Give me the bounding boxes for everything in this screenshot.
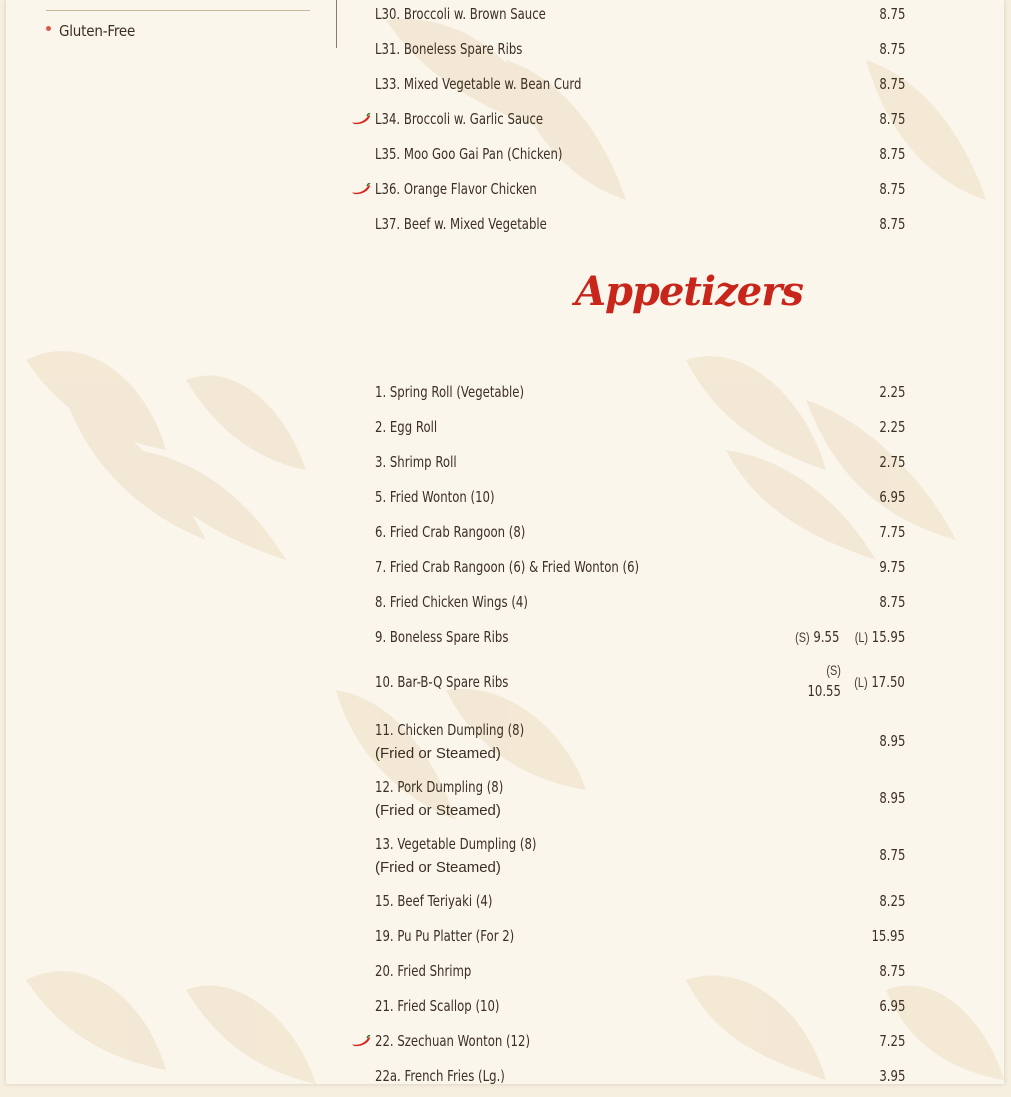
- item-name: 5. Fried Wonton (10): [375, 488, 495, 506]
- item-price: 8.75: [878, 215, 905, 233]
- price-small: 9.55: [813, 628, 840, 646]
- chili-pepper-icon: [351, 183, 371, 195]
- item-price: 6.95: [878, 997, 905, 1015]
- menu-item: [375, 623, 905, 658]
- size-label-large: (L): [854, 629, 868, 645]
- item-name: L30. Broccoli w. Brown Sauce: [375, 5, 546, 23]
- price-small: 10.55: [807, 682, 841, 700]
- menu-item: [375, 483, 905, 518]
- item-price: 2.25: [878, 383, 905, 401]
- item-price: 8.95: [878, 789, 905, 807]
- item-name: 9. Boneless Spare Ribs: [375, 628, 509, 646]
- menu-item: [375, 716, 905, 773]
- menu-item: [375, 518, 905, 553]
- sidebar-item-gluten-free[interactable]: [46, 20, 310, 44]
- item-note: (Fried or Steamed): [375, 802, 501, 819]
- menu-item: [375, 1027, 905, 1062]
- item-price-options: [795, 628, 905, 646]
- item-price: 2.75: [878, 453, 905, 471]
- menu-item: [375, 830, 905, 887]
- item-name: L33. Mixed Vegetable w. Bean Curd: [375, 75, 582, 93]
- menu-item: [375, 553, 905, 588]
- menu-item: [375, 70, 905, 105]
- item-name: 11. Chicken Dumpling (8): [375, 721, 525, 739]
- section-title-appetizers: Appetizers: [575, 268, 803, 315]
- size-label-large: (L): [854, 674, 868, 690]
- price-large: 17.50: [871, 673, 905, 691]
- item-price: 15.95: [871, 927, 905, 945]
- item-name: 2. Egg Roll: [375, 418, 438, 436]
- size-label-small: (S): [826, 662, 841, 678]
- item-price: 8.75: [878, 145, 905, 163]
- menu-item: [375, 887, 905, 922]
- item-price: 8.75: [878, 75, 905, 93]
- item-name: 21. Fried Scallop (10): [375, 997, 500, 1015]
- chili-pepper-icon: [351, 1035, 371, 1047]
- menu-item: [375, 140, 905, 175]
- item-price: 8.75: [878, 846, 905, 864]
- bullet-icon: [46, 26, 51, 31]
- item-name: 1. Spring Roll (Vegetable): [375, 383, 525, 401]
- price-large-block: [854, 673, 905, 691]
- item-price: 8.25: [878, 892, 905, 910]
- item-price: 7.75: [878, 523, 905, 541]
- item-price: 8.75: [878, 180, 905, 198]
- menu-item: [375, 588, 905, 623]
- item-name: 19. Pu Pu Platter (For 2): [375, 927, 515, 945]
- menu-item: [375, 35, 905, 70]
- item-name: L35. Moo Goo Gai Pan (Chicken): [375, 145, 563, 163]
- menu-item: [375, 105, 905, 140]
- item-name: L34. Broccoli w. Garlic Sauce: [375, 110, 544, 128]
- item-name: 22. Szechuan Wonton (12): [375, 1032, 531, 1050]
- item-name: 8. Fried Chicken Wings (4): [375, 593, 528, 611]
- menu-item: [375, 448, 905, 483]
- item-price: 6.95: [878, 488, 905, 506]
- sidebar-item-label: Gluten-Free: [59, 22, 136, 40]
- item-name: 10. Bar-B-Q Spare Ribs: [375, 673, 509, 691]
- item-name: 6. Fried Crab Rangoon (8): [375, 523, 526, 541]
- menu-item: [375, 922, 905, 957]
- menu-item: [375, 658, 905, 716]
- menu-item: [375, 992, 905, 1027]
- item-name: 12. Pork Dumpling (8): [375, 778, 504, 796]
- item-price: 8.75: [878, 962, 905, 980]
- menu-item: [375, 0, 905, 35]
- price-large: 15.95: [871, 628, 905, 646]
- size-label-small: (S): [794, 629, 810, 645]
- menu-item: [375, 413, 905, 448]
- chili-pepper-icon: [351, 113, 371, 125]
- item-note: (Fried or Steamed): [375, 745, 501, 762]
- item-price: 3.95: [878, 1067, 905, 1085]
- menu-item: [375, 773, 905, 830]
- menu-item: [375, 378, 905, 413]
- category-sidebar: [46, 0, 337, 48]
- item-price: 8.75: [878, 593, 905, 611]
- item-name: 20. Fried Shrimp: [375, 962, 472, 980]
- menu-item: [375, 175, 905, 210]
- item-price: 8.95: [878, 732, 905, 750]
- item-name: L31. Boneless Spare Ribs: [375, 40, 523, 58]
- item-price: 7.25: [878, 1032, 905, 1050]
- item-name: 7. Fried Crab Rangoon (6) & Fried Wonton (6): [375, 558, 640, 576]
- menu-item: [375, 210, 905, 245]
- sidebar-item-lunch-specials[interactable]: [46, 0, 310, 11]
- item-price: 2.25: [878, 418, 905, 436]
- price-small-block: [807, 662, 841, 700]
- item-name: 3. Shrimp Roll: [375, 453, 457, 471]
- item-price: 8.75: [878, 110, 905, 128]
- item-price: 9.75: [878, 558, 905, 576]
- item-name: L37. Beef w. Mixed Vegetable: [375, 215, 547, 233]
- item-name: 22a. French Fries (Lg.): [375, 1067, 505, 1085]
- item-price: 8.75: [878, 5, 905, 23]
- item-note: (Fried or Steamed): [375, 859, 501, 876]
- item-name: 15. Beef Teriyaki (4): [375, 892, 493, 910]
- item-price: 8.75: [878, 40, 905, 58]
- menu-item: [375, 1062, 905, 1097]
- menu-item: [375, 957, 905, 992]
- item-name: L36. Orange Flavor Chicken: [375, 180, 537, 198]
- item-name: 13. Vegetable Dumpling (8): [375, 835, 537, 853]
